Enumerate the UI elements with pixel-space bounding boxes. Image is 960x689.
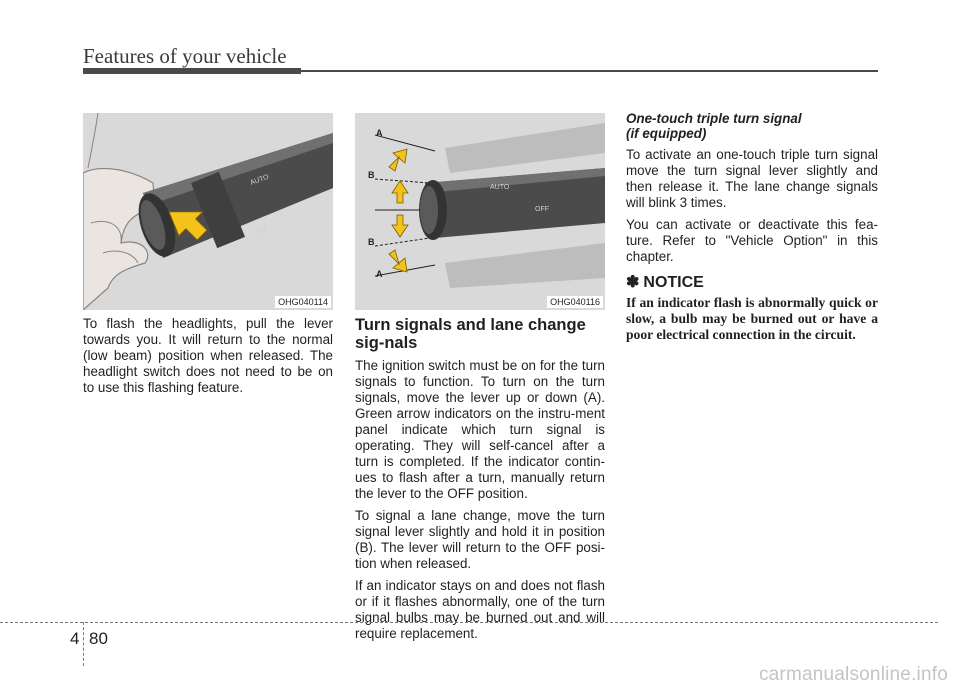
chapter-number: 4	[70, 629, 80, 648]
figure-code: OHG040116	[547, 296, 603, 308]
header-rule-dark	[83, 68, 301, 74]
paragraph: To signal a lane change, move the turn signal lever slightly and hold it in position (B). The lever will return to the OFF posi-tion when released.	[355, 508, 605, 571]
svg-text:OFF: OFF	[253, 225, 269, 237]
subsection-heading-line: (if equipped)	[626, 126, 707, 141]
page-number: 80	[89, 629, 108, 648]
svg-text:AUTO: AUTO	[249, 173, 270, 187]
column-1	[83, 316, 333, 402]
footer-divider	[83, 622, 84, 666]
section-heading: Turn signals and lane change sig-nals	[355, 316, 586, 352]
figure-turn-signal	[355, 113, 605, 310]
column-3	[626, 111, 878, 343]
turn-signal-lever-image	[355, 113, 605, 310]
figure-headlight-flash	[83, 113, 333, 310]
header-rule	[301, 70, 878, 72]
notice-title: NOTICE	[643, 274, 704, 291]
header-title: Features of your vehicle	[83, 44, 287, 68]
figure-code: OHG040114	[275, 296, 331, 308]
footer-rule	[0, 622, 938, 623]
subsection-heading-line: One-touch triple turn signal	[626, 111, 802, 126]
label-b-bottom: B	[368, 237, 375, 247]
notice-heading	[626, 275, 878, 291]
paragraph: To flash the headlights, pull the lever towards you. It will return to the normal (low beam) position when released. The headlight switch does not need to be on to use this flashing feature.	[83, 316, 333, 395]
paragraph: You can activate or deactivate this fea-ture. Refer to "Vehicle Option" in this chapter.	[626, 217, 878, 264]
label-b-top: B	[368, 170, 375, 180]
notice-symbol-icon: ✽	[626, 274, 640, 291]
svg-text:OFF: OFF	[535, 206, 549, 213]
label-a-top: A	[376, 128, 383, 138]
paragraph: The ignition switch must be on for the turn signals to function. To turn on the turn signals, move the lever up or down (A). Green arrow indicators on the instru-ment panel indicate which turn signal is operating. They will self-cancel after a turn is completed. If the indicator contin-ues to flash after a turn, manually return the lever to the OFF position.	[355, 358, 605, 501]
watermark: carmanualsonline.info	[758, 664, 948, 685]
column-2	[355, 316, 605, 648]
label-a-bottom: A	[376, 269, 383, 279]
subsection-heading	[626, 111, 878, 141]
paragraph: To activate an one-touch triple turn signal move the turn signal lever slightly and then release it. The lane change signals will blink 3 times.	[626, 147, 878, 210]
notice-text: If an indicator flash is abnormally quick or slow, a bulb may be burned out or have a poor electrical connection in the circuit.	[626, 295, 878, 342]
headlight-flash-lever-image	[83, 113, 333, 310]
paragraph: If an indicator stays on and does not flash or if it flashes abnormally, one of the turn signal bulbs may be burned out and will require replacement.	[355, 578, 605, 641]
svg-text:AUTO: AUTO	[490, 184, 510, 191]
